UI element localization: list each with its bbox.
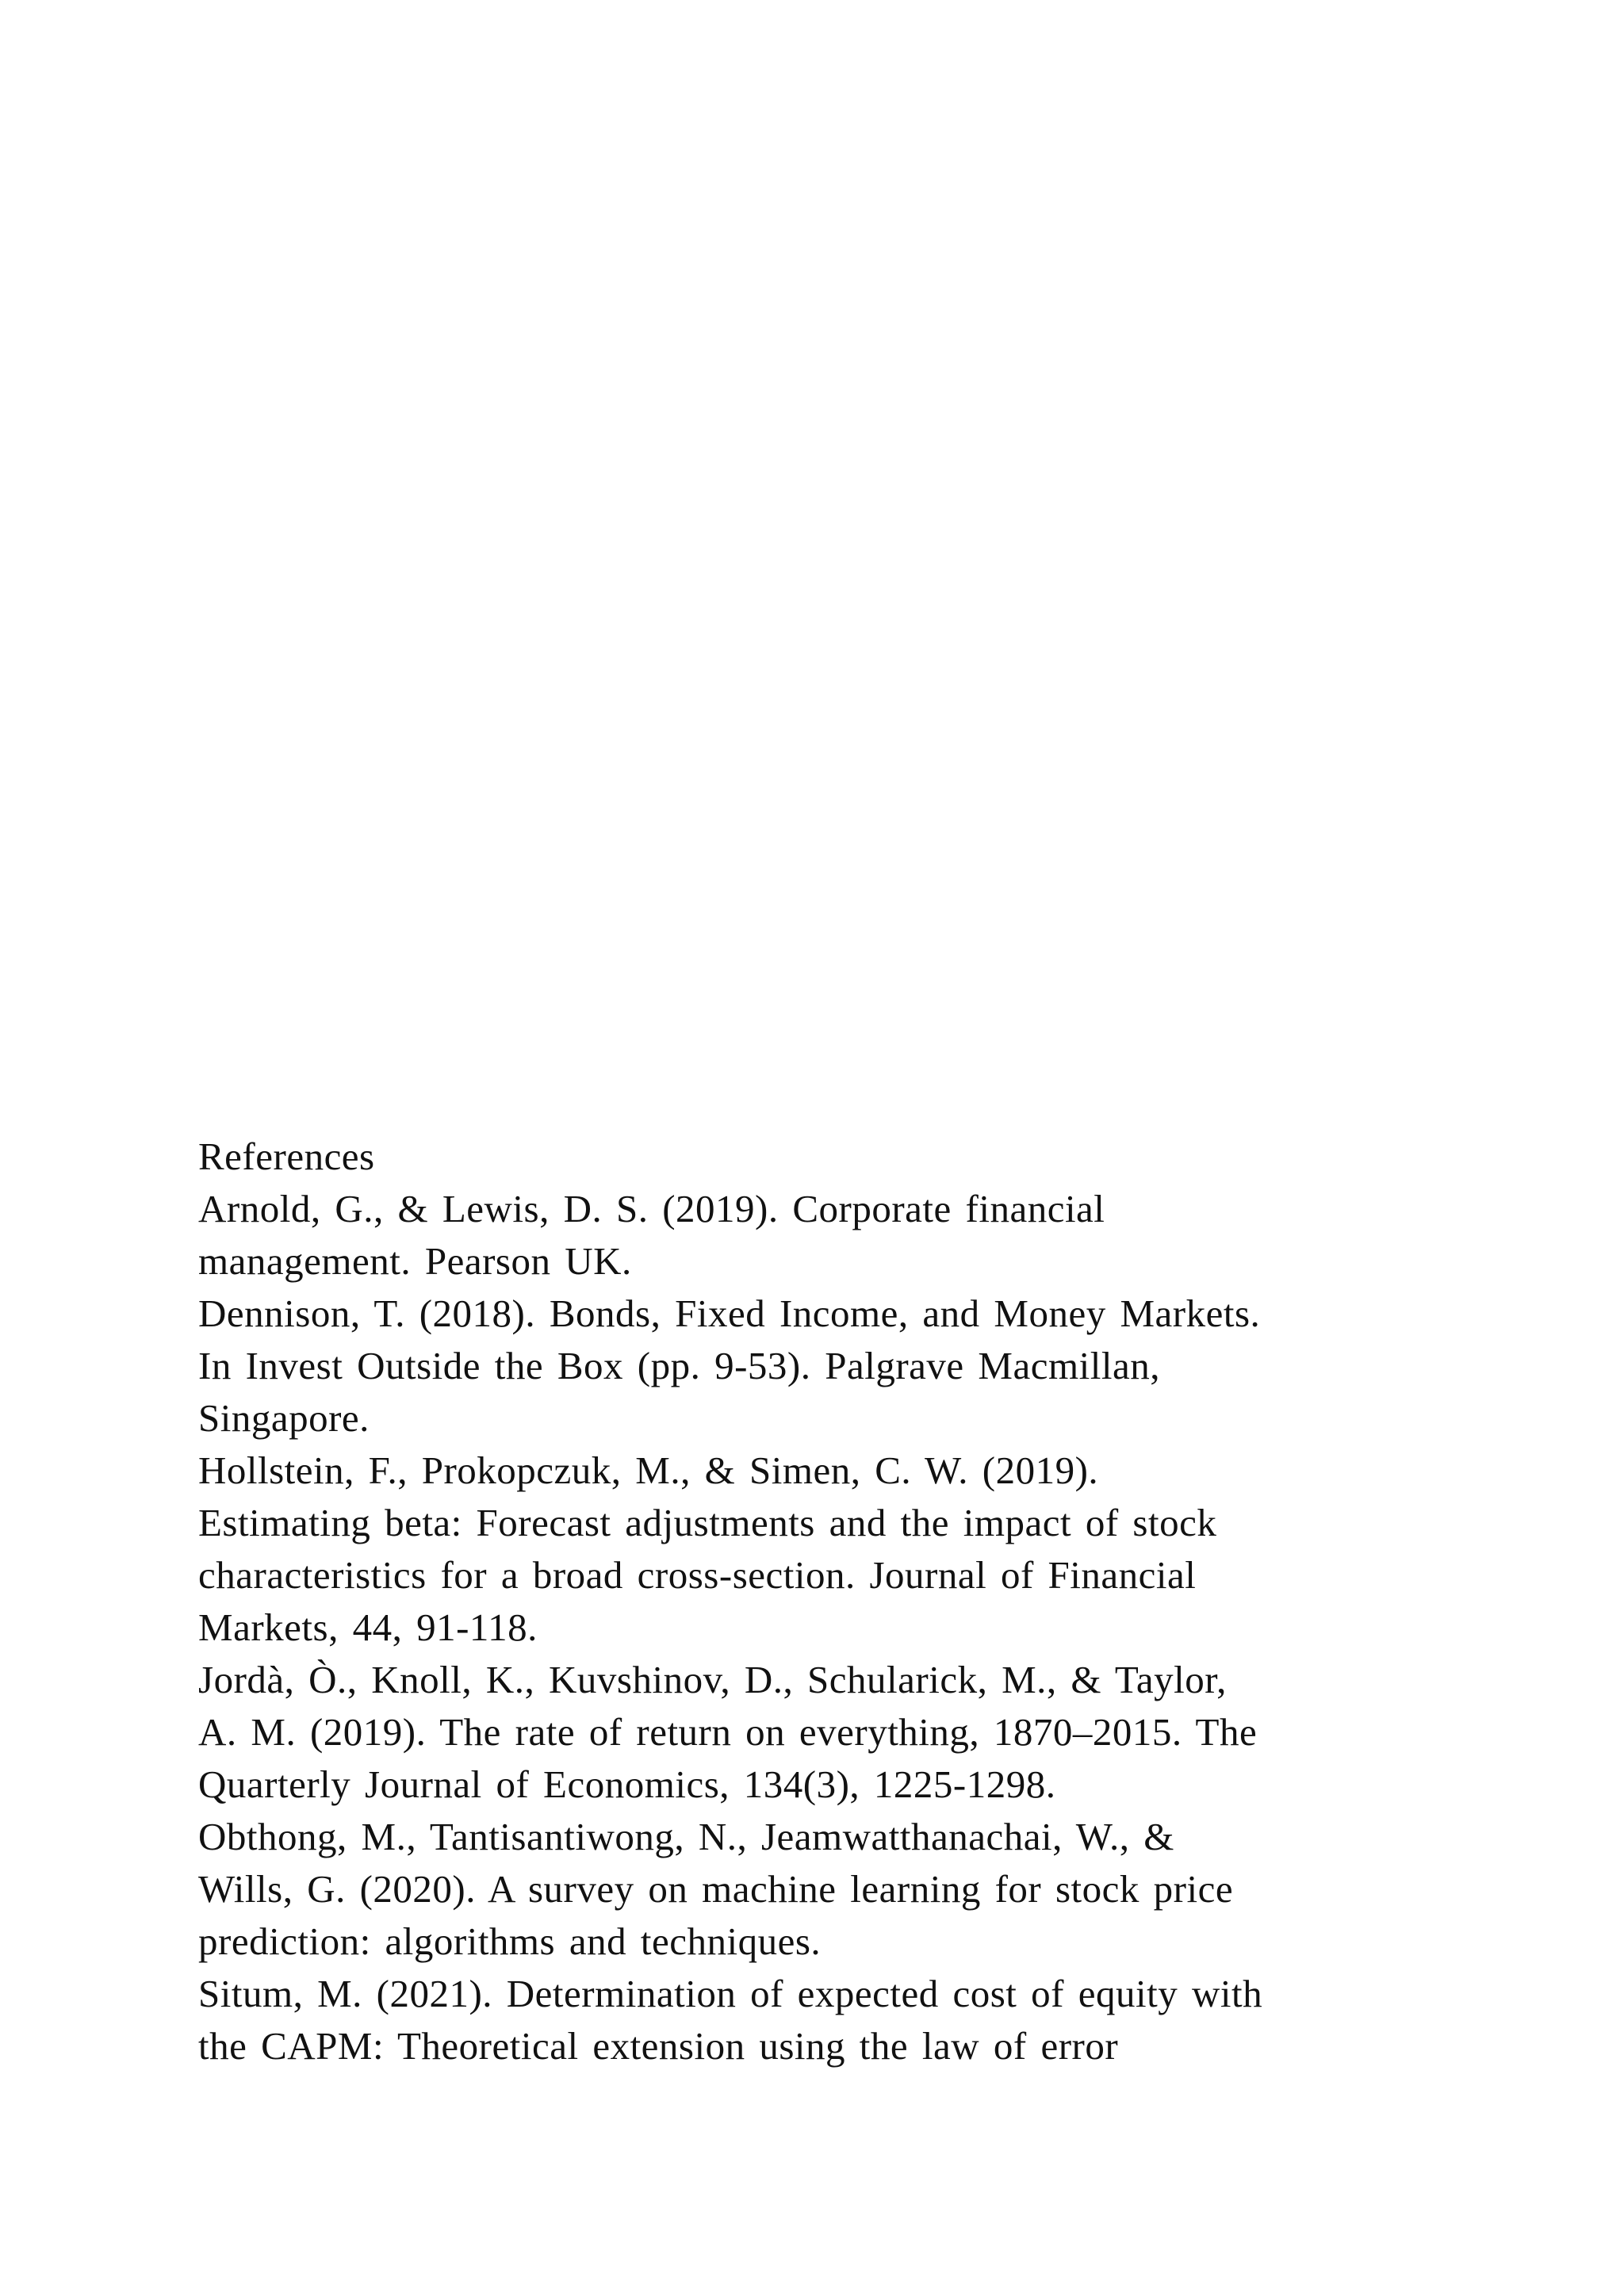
reference-line: Estimating beta: Forecast adjustments and the impact of stock [198, 1501, 1217, 1544]
reference-line: Situm, M. (2021). Determination of expected cost of equity with [198, 1972, 1263, 2015]
references-heading: References [198, 1135, 375, 1178]
reference-entry [198, 1445, 1499, 1654]
reference-entry [198, 1811, 1499, 1968]
reference-line: Singapore. [198, 1396, 370, 1440]
reference-entry [198, 1183, 1499, 1288]
reference-line: the CAPM: Theoretical extension using the law of error [198, 2024, 1119, 2068]
reference-line: In Invest Outside the Box (pp. 9-53). Palgrave Macmillan, [198, 1344, 1160, 1387]
reference-entry [198, 1654, 1499, 1811]
reference-line: Quarterly Journal of Economics, 134(3), 1225-1298. [198, 1762, 1056, 1806]
reference-line: Markets, 44, 91-118. [198, 1605, 538, 1649]
reference-line: Hollstein, F., Prokopczuk, M., & Simen, C. W. (2019). [198, 1448, 1099, 1492]
reference-line: management. Pearson UK. [198, 1239, 632, 1283]
reference-entry [198, 1288, 1499, 1445]
reference-line: A. M. (2019). The rate of return on everything, 1870–2015. The [198, 1710, 1258, 1754]
references-section [198, 1131, 1499, 2072]
reference-line: Wills, G. (2020). A survey on machine learning for stock price [198, 1867, 1234, 1911]
reference-line: Arnold, G., & Lewis, D. S. (2019). Corporate financial [198, 1187, 1105, 1230]
reference-line: characteristics for a broad cross-section. Journal of Financial [198, 1553, 1197, 1597]
reference-line: prediction: algorithms and techniques. [198, 1919, 822, 1963]
reference-entry [198, 1968, 1499, 2072]
reference-line: Obthong, M., Tantisantiwong, N., Jeamwatthanachai, W., & [198, 1815, 1174, 1858]
reference-line: Jordà, Ò., Knoll, K., Kuvshinov, D., Schularick, M., & Taylor, [198, 1658, 1227, 1701]
reference-line: Dennison, T. (2018). Bonds, Fixed Income, and Money Markets. [198, 1292, 1261, 1335]
